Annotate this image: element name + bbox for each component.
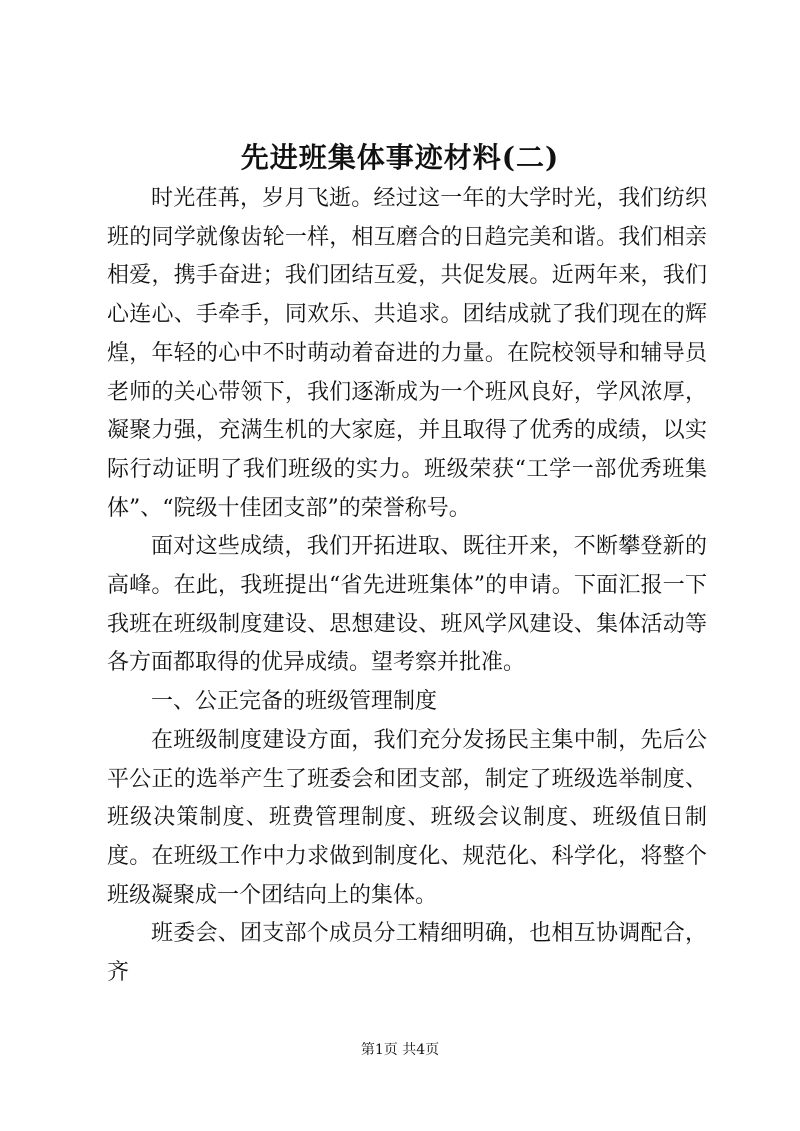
section-heading: 一、公正完备的班级管理制度 <box>151 689 438 715</box>
page-footer: 第1页 共4页 <box>360 1042 440 1058</box>
document-title: 先进班集体事迹材料(二) <box>240 141 560 174</box>
document-body <box>107 180 707 993</box>
paragraph-committee: 班委会、团支部个成员分工精细明确，也相互协调配合，齐 <box>107 921 707 986</box>
paragraph-achievements: 面对这些成绩，我们开拓进取、既往开来，不断攀登新的高峰。在此，我班提出“省先进班集体”的申请。下面汇报一下我班在班级制度建设、思想建设、班风学风建设、集体活动等各方面都取得的优异成绩。望考察并批准。 <box>107 534 707 676</box>
paragraph-system: 在班级制度建设方面，我们充分发扬民主集中制，先后公平公正的选举产生了班委会和团支部，制定了班级选举制度、班级决策制度、班费管理制度、班级会议制度、班级值日制度。在班级工作中力求做到制度化、规范化、科学化，将整个班级凝聚成一个团结向上的集体。 <box>107 727 707 908</box>
paragraph-intro: 时光荏苒，岁月飞逝。经过这一年的大学时光，我们纺织班的同学就像齿轮一样，相互磨合的日趋完美和谐。我们相亲相爱，携手奋进；我们团结互爱，共促发展。近两年来，我们心连心、手牵手，同欢乐、共追求。团结成就了我们现在的辉煌，年轻的心中不时萌动着奋进的力量。在院校领导和辅导员老师的关心带领下，我们逐渐成为一个班风良好，学风浓厚，凝聚力强，充满生机的大家庭，并且取得了优秀的成绩，以实际行动证明了我们班级的实力。班级荣获“工学一部优秀班集体”、“院级十佳团支部”的荣誉称号。 <box>107 186 707 521</box>
